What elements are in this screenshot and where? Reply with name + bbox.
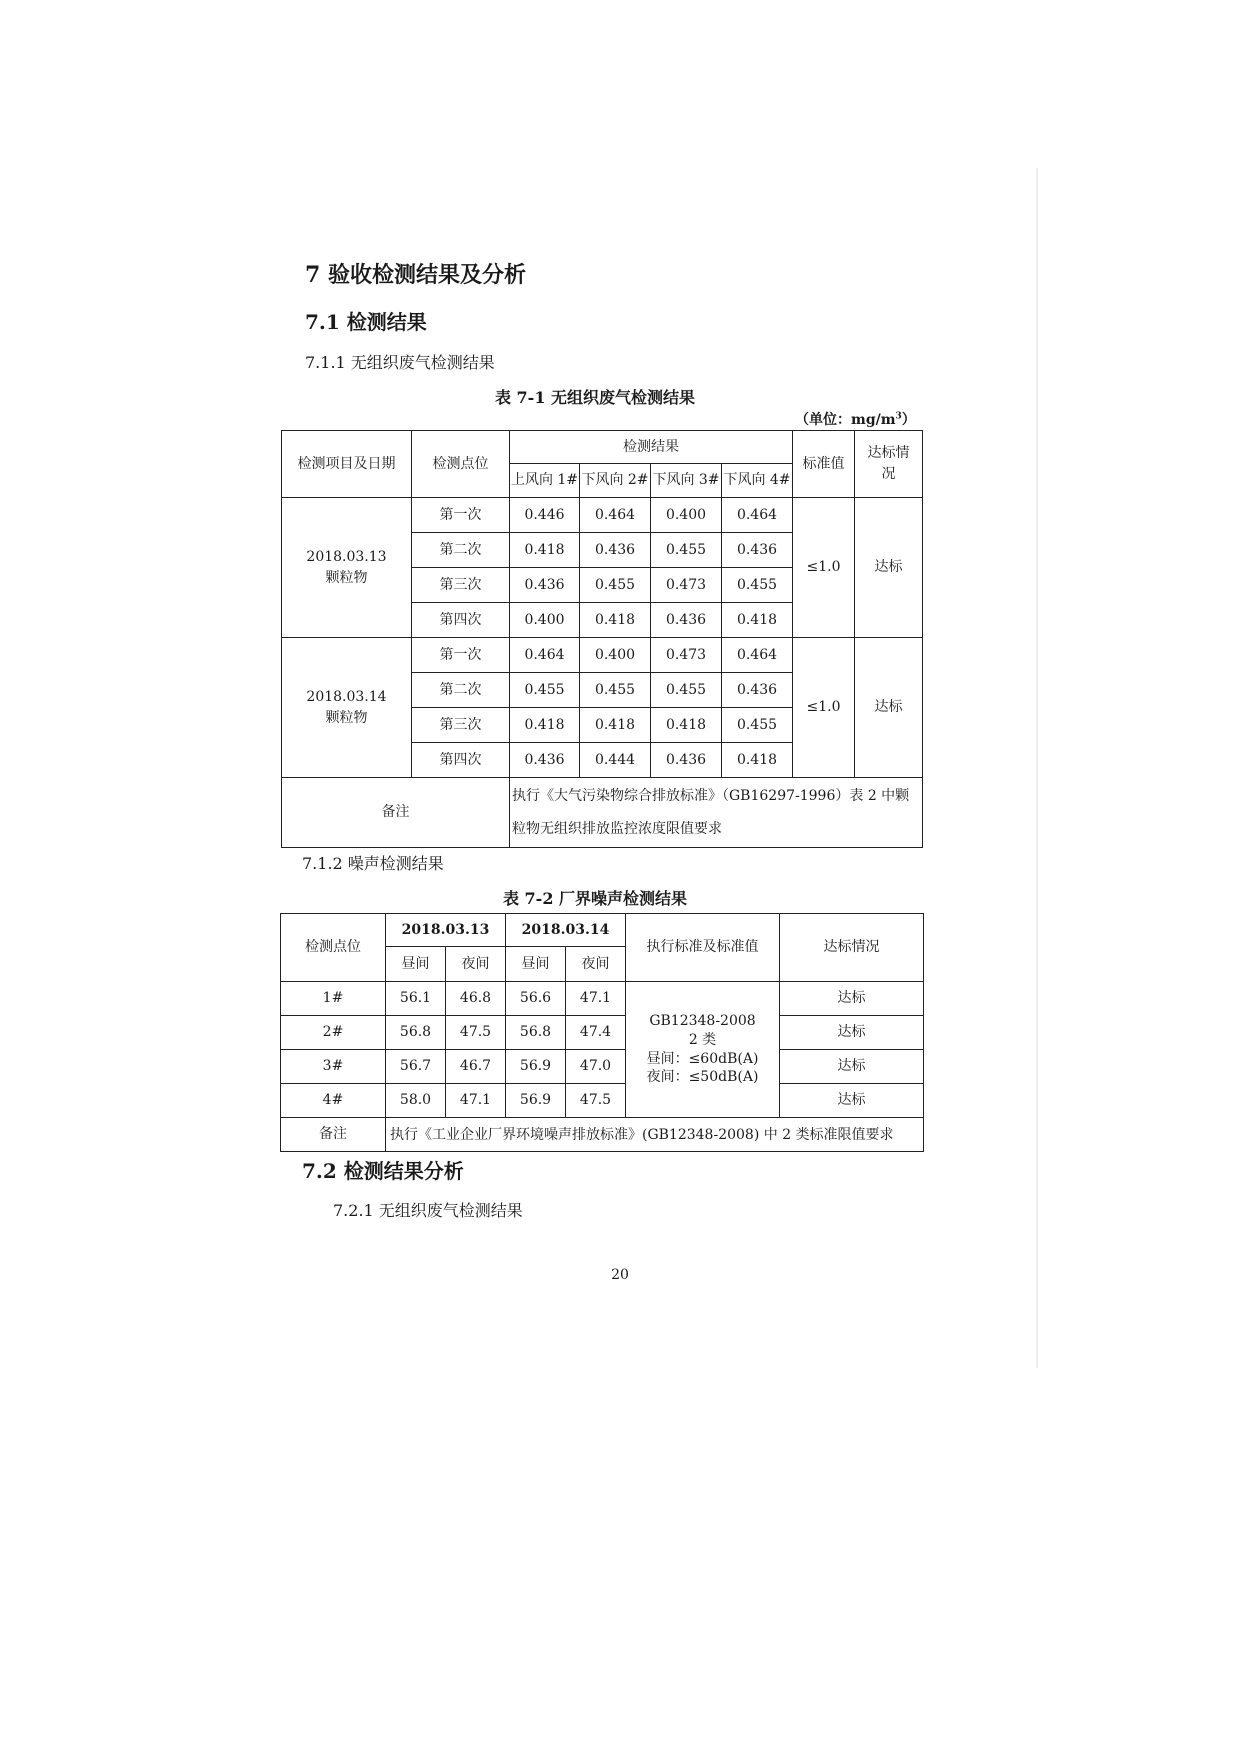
chapter-heading: 7 验收检测结果及分析	[305, 262, 526, 288]
value-cell: 0.444	[580, 743, 651, 778]
header-item-date: 检测项目及日期	[282, 431, 412, 498]
header-point: 检测点位	[412, 431, 510, 498]
subsection-7-1-1-heading: 7.1.1 无组织废气检测结果	[305, 353, 495, 372]
value-cell: 0.455	[651, 533, 722, 568]
value-cell: 47.1	[446, 1084, 506, 1118]
value-cell: 0.455	[510, 673, 580, 708]
header-direction-2: 下风向 2#	[580, 464, 651, 498]
header-night: 夜间	[446, 947, 506, 982]
table1-unit: （单位：$mg/m^3$）	[795, 411, 916, 428]
row-label: 第三次	[412, 568, 510, 603]
status-cell: 达标	[780, 1084, 924, 1118]
row-label: 第四次	[412, 743, 510, 778]
value-cell: 0.418	[651, 708, 722, 743]
value-cell: 47.5	[566, 1084, 626, 1118]
value-cell: 0.455	[722, 708, 793, 743]
noise-table	[280, 913, 924, 1152]
value-cell: 0.436	[651, 743, 722, 778]
value-cell: 56.7	[386, 1050, 446, 1084]
table-row	[282, 638, 923, 673]
header-night: 夜间	[566, 947, 626, 982]
table-row	[281, 1118, 924, 1152]
value-cell: 0.464	[722, 638, 793, 673]
table-row	[281, 1016, 924, 1050]
table-row	[281, 1050, 924, 1084]
value-cell: 56.9	[506, 1050, 566, 1084]
value-cell: 56.9	[506, 1084, 566, 1118]
header-day: 昼间	[386, 947, 446, 982]
value-cell: 0.455	[580, 568, 651, 603]
point-cell: 1#	[281, 982, 386, 1016]
value-cell: 0.400	[580, 638, 651, 673]
status-cell: 达标	[780, 1050, 924, 1084]
status-cell: 达标	[855, 498, 923, 638]
row-label: 第二次	[412, 533, 510, 568]
value-cell: 0.418	[510, 708, 580, 743]
row-label: 第四次	[412, 603, 510, 638]
section-7-2-heading: 7.2 检测结果分析	[302, 1159, 464, 1183]
header-date-1: 2018.03.13	[386, 914, 506, 947]
value-cell: 0.418	[580, 708, 651, 743]
header-date-2: 2018.03.14	[506, 914, 626, 947]
point-cell: 3#	[281, 1050, 386, 1084]
value-cell: 0.436	[510, 568, 580, 603]
note-text: 执行《大气污染物综合排放标准》（GB16297-1996）表 2 中颗粒物无组织排放监控浓度限值要求	[510, 778, 923, 848]
value-cell: 0.473	[651, 568, 722, 603]
header-compliance: 达标情况	[780, 914, 924, 982]
table1-caption: 表 7-1 无组织废气检测结果	[494, 388, 696, 407]
value-cell: 56.1	[386, 982, 446, 1016]
value-cell: 0.418	[722, 743, 793, 778]
table2-caption: 表 7-2 厂界噪声检测结果	[502, 889, 688, 908]
row-label: 第二次	[412, 673, 510, 708]
header-standard: 执行标准及标准值	[626, 914, 780, 982]
row-label: 第三次	[412, 708, 510, 743]
value-cell: 0.455	[580, 673, 651, 708]
value-cell: 56.8	[506, 1016, 566, 1050]
scan-edge-line	[1036, 168, 1038, 1368]
value-cell: 0.418	[580, 603, 651, 638]
subsection-7-1-2-heading: 7.1.2 噪声检测结果	[302, 854, 444, 873]
note-label: 备注	[281, 1118, 386, 1152]
value-cell: 47.0	[566, 1050, 626, 1084]
value-cell: 56.8	[386, 1016, 446, 1050]
row-label: 第一次	[412, 638, 510, 673]
value-cell: 47.4	[566, 1016, 626, 1050]
status-cell: 达标	[855, 638, 923, 778]
note-label: 备注	[282, 778, 510, 848]
value-cell: 0.464	[580, 498, 651, 533]
value-cell: 56.6	[506, 982, 566, 1016]
value-cell: 0.436	[580, 533, 651, 568]
header-direction-1: 上风向 1#	[510, 464, 580, 498]
value-cell: 0.436	[722, 673, 793, 708]
standard-cell: ≤1.0	[793, 498, 855, 638]
value-cell: 0.436	[510, 743, 580, 778]
group-date-item: 2018.03.13 颗粒物	[282, 498, 412, 638]
value-cell: 0.446	[510, 498, 580, 533]
header-standard: 标准值	[793, 431, 855, 498]
emission-table	[281, 430, 923, 848]
standard-cell: GB12348-2008 2 类 昼间：≤60dB(A) 夜间：≤50dB(A)	[626, 982, 780, 1118]
value-cell: 58.0	[386, 1084, 446, 1118]
group-date-item: 2018.03.14 颗粒物	[282, 638, 412, 778]
header-results: 检测结果	[510, 431, 793, 464]
header-day: 昼间	[506, 947, 566, 982]
table-row	[281, 1084, 924, 1118]
header-point: 检测点位	[281, 914, 386, 982]
value-cell: 0.436	[722, 533, 793, 568]
status-cell: 达标	[780, 1016, 924, 1050]
standard-cell: ≤1.0	[793, 638, 855, 778]
header-compliance: 达标情况	[855, 431, 923, 498]
table-row	[282, 498, 923, 533]
value-cell: 0.400	[651, 498, 722, 533]
value-cell: 0.436	[651, 603, 722, 638]
value-cell: 0.464	[722, 498, 793, 533]
value-cell: 0.455	[722, 568, 793, 603]
value-cell: 0.418	[722, 603, 793, 638]
value-cell: 46.7	[446, 1050, 506, 1084]
header-direction-3: 下风向 3#	[651, 464, 722, 498]
note-text: 执行《工业企业厂界环境噪声排放标准》(GB12348-2008) 中 2 类标准限值要求	[386, 1118, 924, 1152]
value-cell: 0.464	[510, 638, 580, 673]
value-cell: 47.1	[566, 982, 626, 1016]
subsection-7-2-1-heading: 7.2.1 无组织废气检测结果	[333, 1201, 523, 1220]
table-row	[282, 778, 923, 848]
value-cell: 46.8	[446, 982, 506, 1016]
point-cell: 2#	[281, 1016, 386, 1050]
value-cell: 47.5	[446, 1016, 506, 1050]
row-label: 第一次	[412, 498, 510, 533]
point-cell: 4#	[281, 1084, 386, 1118]
header-direction-4: 下风向 4#	[722, 464, 793, 498]
value-cell: 0.473	[651, 638, 722, 673]
value-cell: 0.418	[510, 533, 580, 568]
value-cell: 0.455	[651, 673, 722, 708]
status-cell: 达标	[780, 982, 924, 1016]
page-number: 20	[611, 1267, 629, 1283]
value-cell: 0.400	[510, 603, 580, 638]
section-7-1-heading: 7.1 检测结果	[305, 310, 427, 334]
table-row	[281, 982, 924, 1016]
